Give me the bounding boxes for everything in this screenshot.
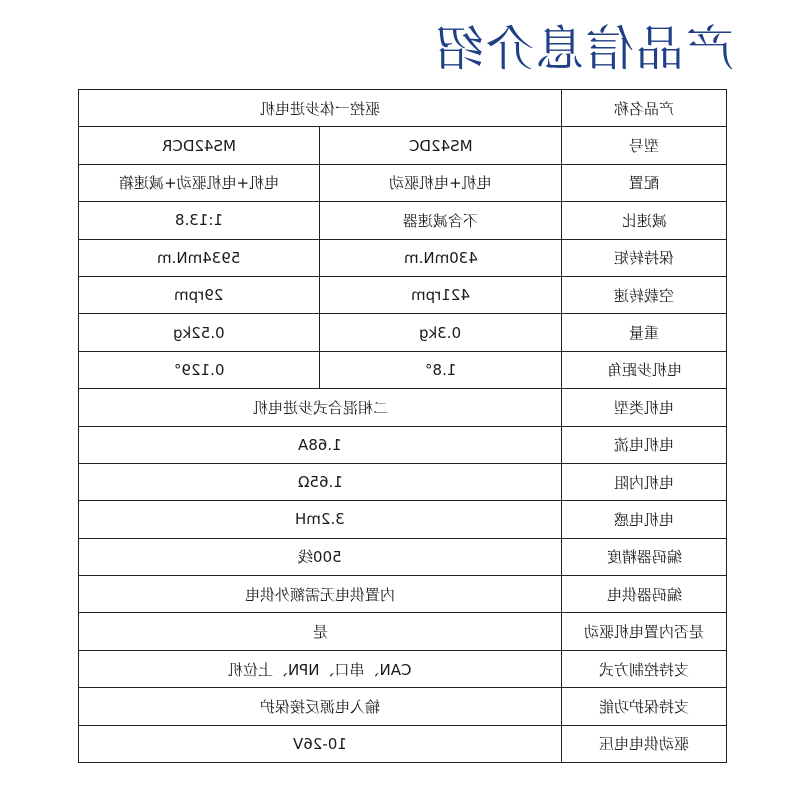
table-row [79, 202, 727, 239]
spec-label-cell [562, 426, 727, 463]
spec-value-cell [79, 725, 562, 762]
spec-value-cell [320, 202, 562, 239]
spec-value-cell [320, 314, 562, 351]
spec-label: 电机电流 [614, 436, 675, 455]
spec-value-cell [79, 650, 562, 687]
spec-label-cell [562, 127, 727, 164]
spec-value-cell [79, 538, 562, 575]
spec-value-cell [79, 501, 562, 538]
spec-value: 1:13.8 [175, 211, 223, 230]
spec-value: 430mN.m [403, 248, 478, 267]
spec-value: 是 [312, 623, 328, 642]
spec-value: 不含减速器 [403, 211, 479, 230]
spec-value-cell [320, 351, 562, 388]
spec-value-cell [79, 426, 562, 463]
spec-value-cell [79, 239, 320, 276]
spec-value-cell [320, 127, 562, 164]
spec-value-cell [79, 576, 562, 613]
spec-value-cell [79, 351, 320, 388]
spec-label: 产品名称 [614, 99, 675, 118]
spec-label-cell [562, 725, 727, 762]
spec-label-cell [562, 389, 727, 426]
spec-label: 型号 [629, 137, 660, 156]
table-row [79, 426, 727, 463]
spec-label: 电机步距角 [606, 361, 682, 380]
spec-label-cell [562, 576, 727, 613]
spec-value-cell [79, 613, 562, 650]
spec-value-cell [320, 276, 562, 313]
spec-value: 驱控一体步进电机 [260, 99, 381, 118]
table-row [79, 650, 727, 687]
spec-label-cell [562, 276, 727, 313]
spec-value: 10-26V [293, 734, 347, 753]
spec-value: MS42DC [408, 136, 473, 155]
spec-label-cell [562, 202, 727, 239]
spec-value: 3.2mH [295, 510, 345, 529]
table-row [79, 276, 727, 313]
table-row [79, 389, 727, 426]
spec-value-cell [79, 202, 320, 239]
spec-value: 0.52kg [173, 323, 225, 342]
table-row [79, 127, 727, 164]
table-row [79, 725, 727, 762]
spec-value-cell [79, 314, 320, 351]
spec-label-cell [562, 538, 727, 575]
spec-label: 电机内阻 [614, 473, 675, 492]
spec-value-cell [79, 463, 562, 500]
spec-value-cell [79, 127, 320, 164]
spec-label-cell [562, 351, 727, 388]
spec-label: 驱动供电电压 [599, 735, 690, 754]
spec-value-cell [320, 164, 562, 201]
spec-value: 0.129° [173, 360, 225, 379]
spec-label: 减速比 [621, 211, 667, 230]
table-row [79, 501, 727, 538]
table-row [79, 239, 727, 276]
spec-label: 编码器供电 [606, 585, 682, 604]
spec-value: 内置供电无需额外供电 [245, 585, 396, 604]
spec-value: 输入电源反接保护 [260, 697, 381, 716]
table-row [79, 688, 727, 725]
spec-value: 5934mN.m [157, 248, 241, 267]
spec-value: 29rpm [174, 286, 224, 305]
spec-label: 空载转速 [614, 286, 675, 305]
table-row [79, 613, 727, 650]
page-title: 产品信息介绍 [434, 21, 735, 77]
spec-label-cell [562, 650, 727, 687]
spec-value-cell [79, 389, 562, 426]
spec-label-cell [562, 613, 727, 650]
spec-value: CAN、串口、NPN、上位机 [228, 660, 412, 679]
spec-value: 421rpm [411, 286, 470, 305]
spec-label: 重量 [629, 324, 660, 343]
spec-label-cell [562, 164, 727, 201]
spec-label-cell [562, 90, 727, 127]
spec-value-cell [320, 239, 562, 276]
table-row [79, 538, 727, 575]
spec-value: 二相混合式步进电机 [252, 398, 388, 417]
table-row [79, 90, 727, 127]
table-row [79, 351, 727, 388]
spec-label: 编码器精度 [606, 548, 682, 567]
spec-label-cell [562, 463, 727, 500]
product-spec-table [78, 89, 727, 763]
spec-label: 是否内置电机驱动 [584, 623, 705, 642]
spec-value: 1.68A [298, 435, 342, 454]
spec-value: MS42DCR [162, 136, 236, 155]
spec-value-cell [79, 276, 320, 313]
spec-label: 配置 [629, 174, 660, 193]
spec-label-cell [562, 501, 727, 538]
spec-label-cell [562, 314, 727, 351]
spec-label: 支持控制方式 [599, 660, 690, 679]
spec-label-cell [562, 688, 727, 725]
spec-value: 1.65Ω [297, 473, 343, 492]
spec-label: 保持转矩 [614, 249, 675, 268]
spec-value: 电机+电机驱动+减速箱 [118, 174, 280, 193]
spec-value: 500线 [298, 548, 342, 567]
spec-label: 支持保护功能 [599, 697, 690, 716]
spec-label: 电机类型 [614, 398, 675, 417]
spec-label-cell [562, 239, 727, 276]
spec-value-cell [79, 90, 562, 127]
spec-value: 电机+电机驱动 [389, 174, 492, 193]
table-row [79, 314, 727, 351]
spec-value: 1.8° [424, 360, 457, 379]
spec-value-cell [79, 164, 320, 201]
table-row [79, 463, 727, 500]
spec-label: 电机电感 [614, 510, 675, 529]
table-row [79, 576, 727, 613]
spec-value: 0.3kg [419, 323, 462, 342]
table-row [79, 164, 727, 201]
spec-value-cell [79, 688, 562, 725]
